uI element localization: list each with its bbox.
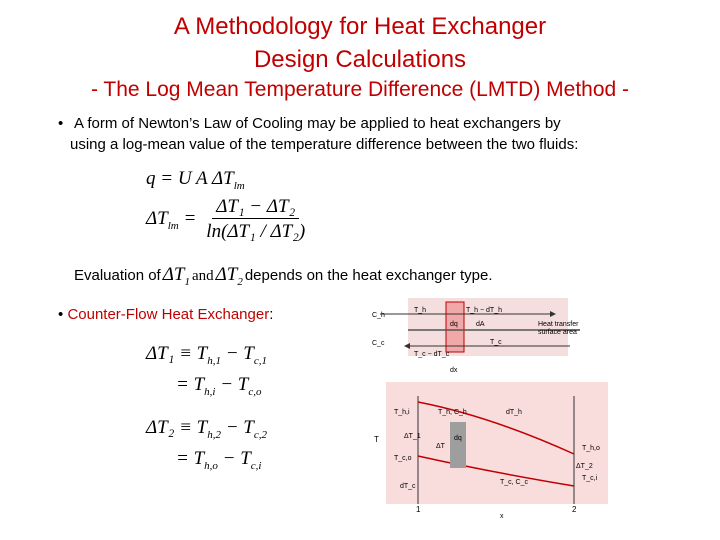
schematic-th: T_h: [414, 307, 427, 314]
graph-dt2: ΔT_2: [576, 463, 593, 470]
equation-dt2: $\Delta T_2 \equiv T_{h,2} - T_{c,2}$ = $T_{h,o} - T_{c,i}$: [146, 417, 267, 472]
graph-dq: dq: [454, 435, 462, 442]
schematic-cold-capacity: C_c: [372, 340, 385, 347]
slide-title-line1: A Methodology for Heat Exchanger: [173, 13, 547, 40]
equation-dt1: $\Delta T_1 \equiv T_{h,1} - T_{c,1}$ = $T_{h,i} - T_{c,o}$: [146, 343, 267, 398]
bullet-line1: A form of Newton’s Law of Cooling may be applied to heat exchangers by: [74, 115, 561, 132]
slide-title-line2: Design Calculations: [253, 46, 467, 73]
evaluation-suffix: depends on the heat exchanger type.: [244, 267, 493, 284]
equation-lmtd: $\Delta T_{lm}$ = $\frac{\text{ΔT₁ − ΔT₂}}{\text{ln(ΔT₁ / ΔT₂)}}$: [146, 196, 309, 243]
schematic-th-dth: T_h − dT_h: [466, 307, 502, 314]
bullet-line2: using a log-mean value of the temperature difference between the two fluids:: [70, 136, 579, 153]
equation-q: [146, 168, 245, 192]
evaluation-dt2: $\Delta T_2$: [215, 264, 243, 288]
evaluation-and: and: [191, 268, 214, 284]
graph-dt: ΔT: [436, 443, 445, 450]
schematic-surface-1: Heat transfer: [538, 321, 579, 328]
schematic-dx: dx: [450, 367, 458, 374]
schematic-dq: dq: [450, 321, 458, 328]
counterflow-label: Counter-Flow Heat Exchanger: [67, 306, 270, 323]
graph-tick-2: 2: [572, 505, 577, 514]
evaluation-prefix: Evaluation of: [74, 267, 161, 284]
graph-dth: dT_h: [506, 409, 522, 416]
schematic-da: dA: [476, 321, 485, 328]
schematic-tc: T_c: [490, 339, 502, 346]
equation-dt2-line2: = T: [176, 447, 205, 469]
graph-background: [386, 382, 608, 504]
equation-q-sub: lm: [233, 179, 245, 192]
equation-lmtd-denominator: ln(ΔT₁ / ΔT₂): [206, 221, 306, 242]
graph-dt1: ΔT_1: [404, 433, 421, 440]
evaluation-line: [74, 264, 493, 288]
counterflow-colon: :: [269, 306, 274, 323]
bullet-dot: •: [58, 115, 64, 132]
schematic-surface-2: surface area: [538, 329, 577, 336]
equation-lmtd-lhs: ΔT: [146, 207, 168, 229]
slide-subtitle: - The Log Mean Temperature Difference (LMTD) Method -: [90, 78, 630, 101]
evaluation-dt1: $\Delta T_1$: [162, 264, 190, 288]
equation-lmtd-lhs-sub: lm: [167, 219, 179, 232]
graph-t-ho: T_h,o: [582, 445, 600, 452]
equation-q-text: q = U A ΔT: [146, 168, 234, 189]
bullet-counterflow: [58, 306, 273, 323]
graph-t-ci: T_c,i: [582, 475, 598, 482]
equation-dt2-line1: ΔT₂ ≡ T: [146, 417, 208, 438]
graph-tick-1: 1: [416, 505, 421, 514]
bullet-newton-law: [58, 113, 698, 155]
temperature-profile-graph: [370, 380, 610, 520]
cold-stream-arrow: [404, 343, 410, 349]
graph-t-hi: T_h,i: [394, 409, 410, 416]
schematic-hot-capacity: C_h: [372, 312, 385, 319]
bullet-dot: •: [58, 306, 64, 323]
schematic-tc-dtc: T_c − dT_c: [414, 351, 450, 358]
graph-y-label: T: [374, 435, 379, 444]
graph-hot-label: T_h, C_h: [438, 409, 467, 416]
equation-dt1-line2: = T: [176, 373, 205, 395]
equation-dt1-line1: ΔT₁ ≡ T: [146, 343, 208, 364]
graph-t-co: T_c,o: [394, 455, 412, 462]
graph-x-label: x: [500, 513, 504, 520]
graph-dtc: dT_c: [400, 483, 416, 490]
graph-cold-label: T_c, C_c: [500, 479, 529, 486]
graph-element-strip: [450, 422, 466, 468]
equation-lmtd-numerator: ΔT₁ − ΔT₂: [212, 196, 299, 219]
counterflow-schematic: [370, 296, 590, 376]
